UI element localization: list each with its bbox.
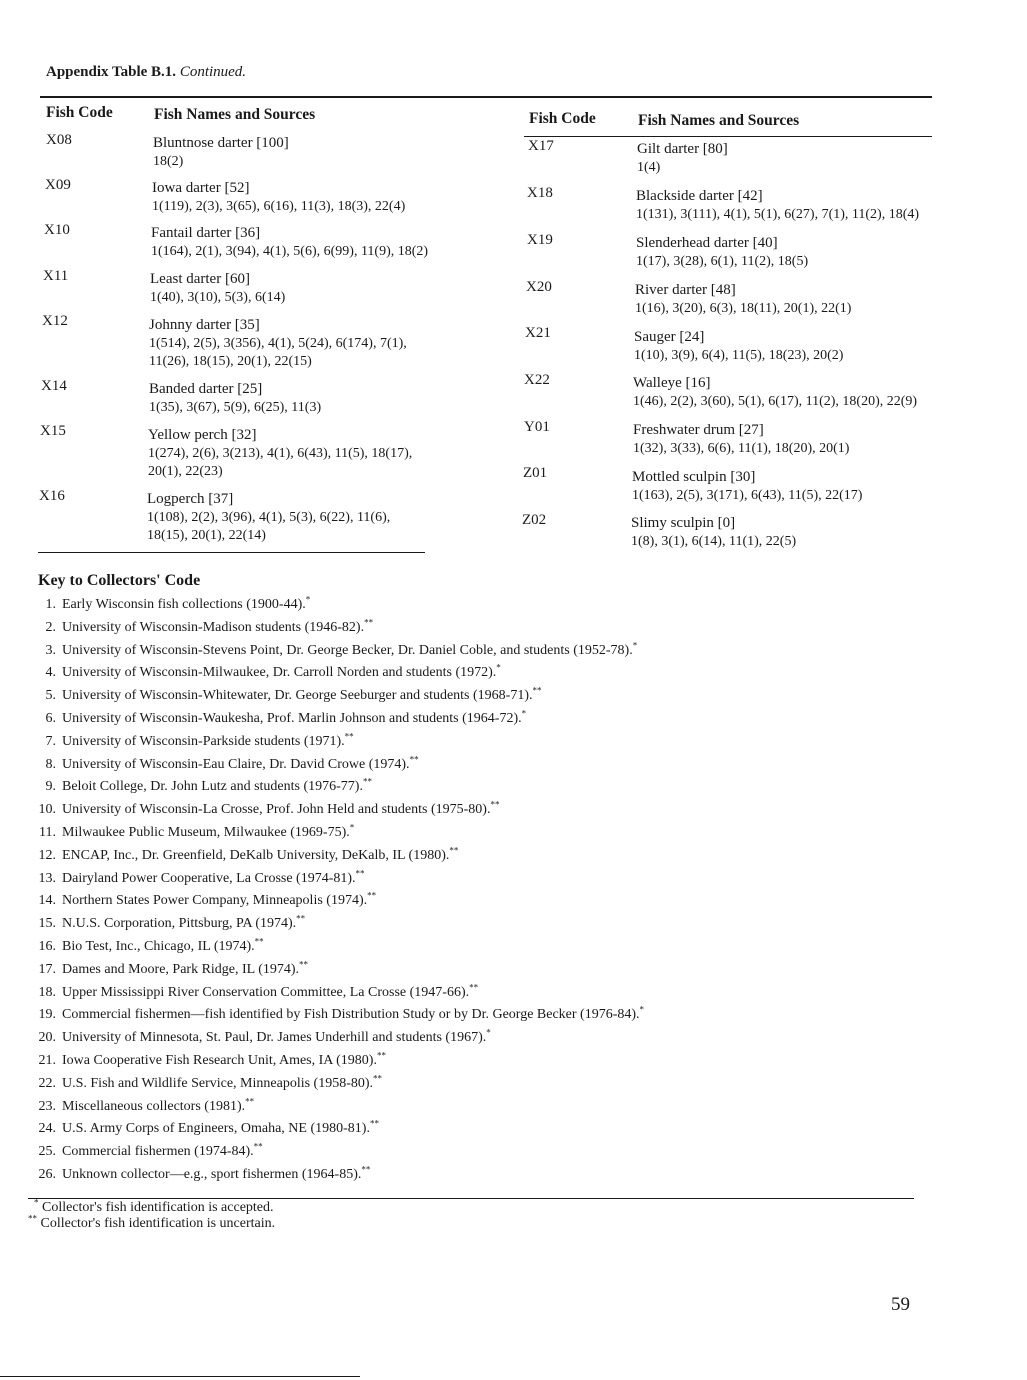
key-item — [28, 890, 928, 913]
key-item-number: 8. — [45, 756, 56, 772]
fish-entry — [636, 233, 808, 271]
fish-entry — [633, 373, 917, 411]
fish-name: Yellow perch [32] — [148, 427, 257, 443]
fish-name: Walleye [16] — [633, 375, 711, 391]
key-item-text: University of Wisconsin-Waukesha, Prof. Marlin Johnson and students (1964-72). — [62, 710, 522, 726]
fish-code: Z02 — [522, 512, 547, 528]
fish-entry — [147, 489, 390, 545]
key-item-mark: ** — [469, 981, 479, 992]
left-column-bottom-rule — [38, 552, 425, 553]
fish-entry — [149, 379, 321, 417]
key-item — [28, 845, 928, 868]
key-item-number: 21. — [38, 1052, 56, 1068]
key-item-text: Commercial fishermen—fish identified by Fish Distribution Study or by Dr. George Becker (1976-84). — [62, 1007, 640, 1023]
key-bottom-rule — [28, 1198, 914, 1199]
key-item-mark: ** — [376, 1050, 386, 1061]
fish-entry — [152, 178, 405, 216]
key-item — [28, 959, 928, 982]
top-rule — [40, 96, 932, 98]
key-item — [28, 1118, 928, 1141]
fish-sources: 1(46), 2(2), 3(60), 5(1), 6(17), 11(2), 18(20), 22(9) — [633, 394, 918, 409]
key-item-mark: ** — [367, 890, 377, 901]
key-item — [28, 982, 928, 1005]
fish-sources: 1(514), 2(5), 3(356), 4(1), 5(24), 6(174), 7(1), 11(26), 18(15), 20(1), 22(15) — [149, 336, 407, 369]
key-item-mark: * — [305, 594, 311, 605]
key-item-mark: ** — [245, 1095, 255, 1106]
key-item-text: University of Wisconsin-Eau Claire, Dr. David Crowe (1974). — [62, 756, 410, 772]
fish-name: Logperch [37] — [147, 491, 234, 507]
fish-code: X15 — [40, 423, 66, 439]
key-item-text: ENCAP, Inc., Dr. Greenfield, DeKalb University, DeKalb, IL (1980). — [62, 847, 450, 863]
key-heading: Key to Collectors' Code — [38, 572, 201, 589]
key-item-text: Upper Mississippi River Conservation Committee, La Crosse (1947-66). — [62, 984, 470, 1000]
key-item-number: 11. — [39, 824, 56, 840]
key-item-number: 17. — [38, 961, 56, 977]
fish-entry — [636, 186, 919, 224]
key-item-mark: ** — [449, 845, 459, 856]
fish-sources: 1(17), 3(28), 6(1), 11(2), 18(5) — [636, 254, 809, 269]
fish-entry — [149, 315, 407, 371]
fish-name: Sauger [24] — [634, 329, 705, 345]
key-item-number: 13. — [38, 870, 56, 886]
fish-code: X16 — [39, 488, 65, 504]
scan-edge-line — [0, 1376, 360, 1377]
key-item-number: 14. — [38, 893, 56, 909]
key-item-number: 3. — [45, 642, 56, 658]
key-item-mark: ** — [296, 913, 306, 924]
fish-sources: 1(16), 3(20), 6(3), 18(11), 20(1), 22(1) — [635, 301, 852, 316]
fish-sources: 1(8), 3(1), 6(14), 11(1), 22(5) — [631, 534, 797, 549]
key-item-text: Commercial fishermen (1974-84). — [62, 1144, 254, 1160]
key-item-text: U.S. Army Corps of Engineers, Omaha, NE (1980-81). — [62, 1121, 370, 1137]
key-item — [28, 662, 928, 685]
key-item — [28, 1096, 928, 1119]
fish-name: Slimy sculpin [0] — [631, 515, 736, 531]
fish-entry — [631, 513, 796, 551]
header-fish-names-right: Fish Names and Sources — [638, 112, 800, 129]
key-item-number: 16. — [38, 938, 56, 954]
fish-sources: 1(4) — [637, 160, 661, 175]
header-fish-code-left: Fish Code — [46, 104, 113, 121]
fish-entry — [150, 269, 285, 307]
key-item-mark: ** — [344, 731, 354, 742]
key-item-mark: ** — [373, 1073, 383, 1084]
key-item-text: Milwaukee Public Museum, Milwaukee (1969-75). — [62, 824, 350, 840]
fish-name: Mottled sculpin [30] — [632, 469, 756, 485]
fish-code: Y01 — [524, 419, 550, 435]
fish-entry — [634, 327, 843, 365]
key-item-mark: * — [639, 1004, 645, 1015]
key-item-mark: ** — [409, 753, 419, 764]
key-item-number: 23. — [38, 1098, 56, 1114]
fish-code: X20 — [526, 279, 552, 295]
key-item-mark: * — [496, 662, 501, 673]
fish-name: Least darter [60] — [150, 271, 250, 287]
key-item-text: Northern States Power Company, Minneapolis (1974). — [62, 893, 368, 909]
fish-sources: 1(274), 2(6), 3(213), 4(1), 6(43), 11(5), 18(17), 20(1), 22(23) — [148, 446, 413, 479]
fish-sources: 1(32), 3(33), 6(6), 11(1), 18(20), 20(1) — [633, 441, 850, 456]
fish-sources: 18(2) — [153, 154, 184, 169]
key-item — [28, 1027, 928, 1050]
footnote-uncertain — [28, 1213, 276, 1232]
page-number: 59 — [891, 1294, 910, 1315]
key-item-number: 19. — [38, 1007, 56, 1023]
key-item-number: 15. — [38, 916, 56, 932]
fish-sources: 1(35), 3(67), 5(9), 6(25), 11(3) — [149, 400, 322, 415]
collectors-key-list — [28, 594, 928, 1187]
fish-entry — [635, 280, 851, 318]
key-item-text: University of Wisconsin-Parkside students (1971). — [62, 733, 345, 749]
key-item-mark: ** — [362, 776, 372, 787]
key-item — [28, 685, 928, 708]
fish-code: X21 — [525, 325, 551, 341]
fish-code: X12 — [42, 313, 68, 329]
fish-entry — [633, 420, 849, 458]
fish-code: X18 — [527, 185, 553, 201]
key-item-text: University of Wisconsin-Milwaukee, Dr. Carroll Norden and students (1972). — [62, 665, 497, 681]
key-item-text: University of Wisconsin-Madison students (1946-82). — [62, 619, 365, 635]
key-item — [28, 708, 928, 731]
header-fish-names-left: Fish Names and Sources — [154, 106, 316, 123]
fish-name: Blackside darter [42] — [636, 188, 763, 204]
fish-code: X08 — [46, 132, 72, 148]
table-title-continued: Continued. — [179, 64, 247, 80]
fish-code: X10 — [44, 222, 70, 238]
fish-name: Slenderhead darter [40] — [636, 235, 778, 251]
key-item-mark: ** — [490, 799, 500, 810]
header-fish-code-right: Fish Code — [529, 110, 596, 127]
key-item-mark: ** — [299, 959, 309, 970]
fish-entry — [632, 467, 862, 505]
key-item-mark: ** — [532, 685, 542, 696]
fish-sources: 1(108), 2(2), 3(96), 4(1), 5(3), 6(22), 11(6), 18(15), 20(1), 22(14) — [147, 510, 391, 543]
fish-sources: 1(119), 2(3), 3(65), 6(16), 11(3), 18(3), 22(4) — [152, 199, 406, 214]
key-item-text: Miscellaneous collectors (1981). — [62, 1098, 246, 1114]
fish-code: X17 — [528, 138, 554, 154]
fish-entry — [637, 139, 728, 177]
fish-sources: 1(131), 3(111), 4(1), 5(1), 6(27), 7(1), 11(2), 18(4) — [636, 207, 920, 222]
fish-entry — [148, 425, 412, 481]
key-item-mark: * — [632, 639, 638, 650]
key-item — [28, 1164, 928, 1187]
key-item-text: Dames and Moore, Park Ridge, IL (1974). — [62, 961, 300, 977]
fish-name: Iowa darter [52] — [152, 180, 250, 196]
key-item-mark: * — [521, 708, 527, 719]
fish-code: X09 — [45, 177, 71, 193]
footnote-mark: * — [34, 1197, 39, 1208]
key-item-number: 9. — [45, 779, 56, 795]
key-item — [28, 1073, 928, 1096]
key-item-number: 12. — [38, 847, 56, 863]
fish-code: X19 — [527, 232, 553, 248]
key-item-number: 20. — [38, 1030, 56, 1046]
key-item — [28, 594, 928, 617]
key-item — [28, 1141, 928, 1164]
key-item-text: U.S. Fish and Wildlife Service, Minneapolis (1958-80). — [62, 1075, 374, 1091]
fish-name: Fantail darter [36] — [151, 225, 261, 241]
key-item-number: 1. — [45, 597, 56, 612]
key-item-mark: ** — [253, 1141, 263, 1152]
fish-name: River darter [48] — [635, 282, 736, 298]
fish-sources: 1(40), 3(10), 5(3), 6(14) — [150, 290, 286, 305]
key-item-text: Dairyland Power Cooperative, La Crosse (1974-81). — [62, 870, 356, 886]
key-item-number: 24. — [38, 1121, 56, 1137]
key-item-number: 5. — [45, 688, 56, 704]
fish-sources: 1(10), 3(9), 6(4), 11(5), 18(23), 20(2) — [634, 348, 844, 363]
fish-name: Banded darter [25] — [149, 381, 263, 397]
fish-code: X22 — [524, 372, 550, 388]
key-item-number: 6. — [45, 710, 56, 726]
header-rule-right — [524, 136, 932, 137]
fish-name: Gilt darter [80] — [637, 141, 728, 157]
fish-code: Z01 — [523, 465, 548, 481]
key-item-text: Iowa Cooperative Fish Research Unit, Ames, IA (1980). — [62, 1052, 377, 1068]
key-item-text: Beloit College, Dr. John Lutz and students (1976-77). — [62, 779, 363, 795]
key-item-number: 25. — [38, 1144, 56, 1160]
footnote-accepted — [34, 1197, 274, 1216]
key-item-text: University of Wisconsin-Whitewater, Dr. George Seeburger and students (1968-71). — [62, 688, 533, 704]
footnote-text: Collector's fish identification is uncertain. — [40, 1216, 276, 1231]
key-item-text: Bio Test, Inc., Chicago, IL (1974). — [62, 938, 255, 954]
fish-code: X11 — [43, 268, 69, 284]
key-item — [28, 640, 928, 663]
key-item-mark: ** — [355, 867, 365, 878]
fish-code: X14 — [41, 378, 67, 394]
key-item — [28, 868, 928, 891]
key-item-number: 22. — [38, 1075, 56, 1091]
key-item-text: N.U.S. Corporation, Pittsburg, PA (1974). — [62, 916, 297, 932]
key-item — [28, 799, 928, 822]
key-item — [28, 754, 928, 777]
key-item — [28, 913, 928, 936]
key-item-mark: * — [486, 1027, 491, 1038]
fish-sources: 1(163), 2(5), 3(171), 6(43), 11(5), 22(17) — [632, 488, 863, 503]
key-item-number: 10. — [38, 802, 56, 818]
key-item — [28, 936, 928, 959]
key-item — [28, 617, 928, 640]
key-item-text: Early Wisconsin fish collections (1900-44). — [62, 597, 306, 612]
footnote-text: Collector's fish identification is accepted. — [42, 1200, 274, 1215]
key-item-number: 7. — [45, 733, 56, 749]
key-item-mark: ** — [254, 936, 264, 947]
fish-name: Johnny darter [35] — [149, 317, 260, 333]
key-item-mark: * — [349, 822, 355, 833]
key-item — [28, 731, 928, 754]
key-item-number: 18. — [38, 984, 56, 1000]
key-item — [28, 776, 928, 799]
key-item — [28, 822, 928, 845]
key-item-text: University of Minnesota, St. Paul, Dr. James Underhill and students (1967). — [62, 1030, 487, 1046]
footnote-mark: ** — [28, 1213, 37, 1224]
key-item-number: 26. — [38, 1166, 56, 1182]
key-item-mark: ** — [364, 617, 374, 628]
table-title — [46, 64, 246, 81]
fish-entry — [153, 133, 289, 171]
key-item-text: University of Wisconsin-Stevens Point, Dr. George Becker, Dr. Daniel Coble, and students (1952-78). — [62, 642, 633, 658]
fish-name: Freshwater drum [27] — [633, 422, 764, 438]
key-item-text: Unknown collector—e.g., sport fishermen (1964-85). — [62, 1166, 362, 1182]
key-item-mark: ** — [361, 1164, 371, 1175]
key-item — [28, 1004, 928, 1027]
key-item-mark: ** — [369, 1118, 379, 1129]
table-title-label: Appendix Table B.1. — [46, 64, 177, 80]
fish-sources: 1(164), 2(1), 3(94), 4(1), 5(6), 6(99), 11(9), 18(2) — [151, 244, 429, 259]
key-item-number: 2. — [45, 619, 56, 635]
key-item-number: 4. — [45, 665, 56, 681]
key-item — [28, 1050, 928, 1073]
fish-name: Bluntnose darter [100] — [153, 135, 289, 151]
fish-entry — [151, 223, 428, 261]
key-item-text: University of Wisconsin-La Crosse, Prof. John Held and students (1975-80). — [62, 802, 491, 818]
